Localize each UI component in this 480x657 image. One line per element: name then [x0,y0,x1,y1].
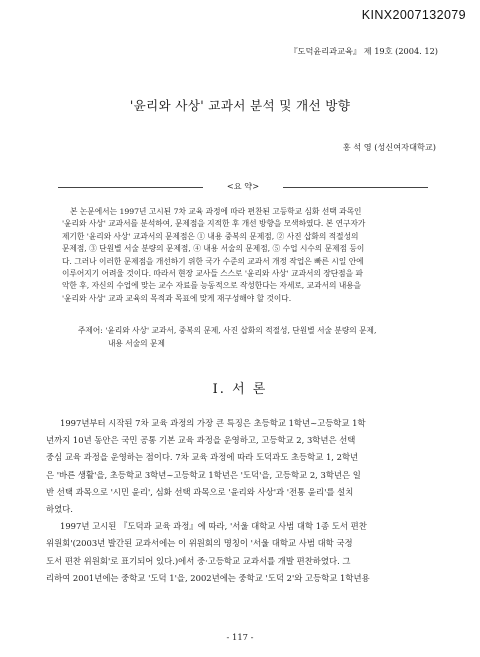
abstract-line: 악한 후, 자신의 수업에 맞는 교수 자료를 능동적으로 작성한다는 자세로, 교과서의 내용을 [62,281,362,291]
abstract-heading [58,181,428,193]
keywords-block [78,324,438,350]
abstract-line: 이루어지기 어려울 것이다. 따라서 현장 교사들 스스로 '윤리와 사상' 교과서의 장단점을 파 [62,269,363,279]
abstract-body [62,206,434,305]
abstract-line: 다. 그러나 이러한 문제점을 개선하기 위한 국가 수준의 교과서 개정 작업은 빠른 시일 안에 [62,256,364,266]
section-heading: Ⅰ. 서 론 [212,382,268,397]
abstract-line: 문제점, ③ 단원별 서술 분량의 문제점, ④ 내용 서술의 문제점, ⑤ 수업 시수의 문제점 등이 [62,244,365,254]
keywords-line: 주제어: '윤리와 사상' 교과서, 중복의 문제, 사진 삽화의 적절성, 단원별 서술 분량의 문제, [78,326,377,335]
abstract-line: '윤리와 사상' 교과서를 분석하여, 문제점을 지적한 후 개선 방향을 모색하였다. 본 연구자가 [62,219,366,229]
paragraph-line: 년까지 10년 동안은 국민 공통 기본 교육 과정을 운영하고, 고등학교 2, 3학년은 선택 [46,435,356,446]
paragraph-line: 위원회'(2003년 발간된 교과서에는 이 위원회의 명칭이 '서울 대학교 사범 대학 국정 [46,538,353,549]
paper-title: '윤리와 사상' 교과서 분석 및 개선 방향 [129,98,351,113]
abstract-line: 본 논문에서는 1997년 고시된 7차 교육 과정에 따라 편찬된 고등학교 심화 선택 과목인 [70,207,362,216]
paragraph-line: 반 선택 과목으로 '시민 윤리', 심화 선택 과목으로 '윤리와 사상'과 '전통 윤리'를 설치 [46,486,354,497]
page-number: - 117 - [226,632,254,642]
paragraph-line: 1997년 고시된 『도덕과 교육 과정』에 따라, '서울 대학교 사범 대학 1종 도서 편찬 [60,521,367,532]
author-line: 홍 석 영 (성신여자대학교) [342,142,436,152]
abstract-line: '윤리와 사상' 교과 교육의 목적과 목표에 맞게 재구성해야 할 것이다. [62,293,292,303]
abstract-line: 제기한 '윤리와 사상' 교과서의 문제점은 ① 내용 중복의 문제점, ② 사진 삽화의 적절성의 [62,231,359,241]
journal-citation: 『도덕윤리과교육』 제 19호 (2004. 12) [289,46,438,56]
paragraph-line: 도서 편찬 위원회'로 표기되어 있다.)에서 중·고등학교 교과서를 개발 편찬하였다. 그 [46,555,351,566]
paragraph-line: 리하여 2001년에는 중학교 '도덕 1'을, 2002년에는 중학교 '도덕 2'와 고등학교 1학년용 [46,572,370,583]
keywords-line: 내용 서술의 문제 [108,339,165,348]
paragraph-line: 1997년부터 시작된 7차 교육 과정의 가장 큰 특징은 초등학교 1학년~고등학교 1학 [60,418,366,428]
abstract-heading-label: <요 약> [226,181,260,191]
document-id: KINX2007132079 [361,8,466,22]
paragraph-line: 은 '바른 생활'을, 초등학교 3학년~고등학교 1학년은 '도덕'을, 고등학교 2, 3학년은 일 [46,469,361,480]
paragraph-line: 중심 교육 과정을 운영하는 점이다. 7차 교육 과정에 따라 도덕과도 초등학교 1, 2학년 [46,452,359,463]
abstract-rule-right [283,187,428,188]
body-text [46,415,442,587]
paragraph-line: 하였다. [46,504,73,515]
